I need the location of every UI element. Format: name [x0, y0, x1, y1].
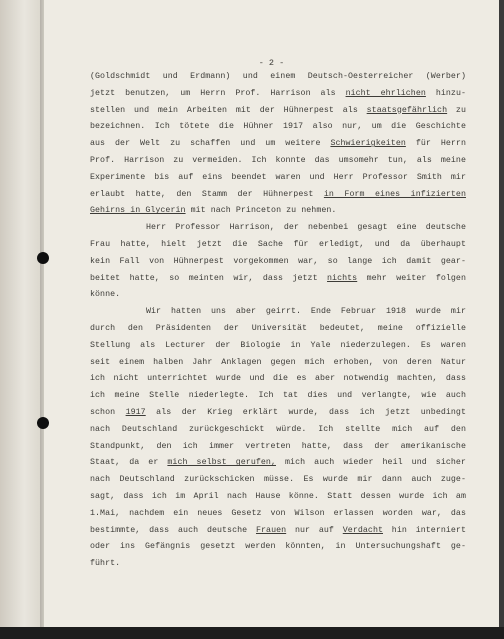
text-segment: seit einem halben Jahr Anklagen gegen mich erhoben, von deren Natur	[90, 357, 466, 367]
underlined-text: Gehirns in Glycerin	[90, 206, 186, 216]
text-line	[90, 321, 466, 338]
text-line	[90, 153, 466, 170]
text-line	[90, 287, 466, 304]
underlined-text: Verdacht	[342, 525, 383, 535]
text-line	[90, 271, 466, 288]
underlined-text: 1917	[125, 407, 146, 417]
text-segment: beitet hatte, so meinten wir, dass jetzt	[90, 273, 328, 283]
text-segment: führt.	[90, 559, 121, 569]
text-segment: oder ins Gefängnis gesetzt werden könnten, in Untersuchungshaft ge-	[90, 542, 466, 552]
punch-hole-top	[37, 252, 49, 264]
text-segment: Staat, da er	[90, 458, 168, 468]
underlined-text: nicht ehrlichen	[345, 88, 426, 98]
text-line	[90, 136, 466, 153]
text-segment: Prof. Harrison zu vermeiden. Ich konnte das umsomehr tun, als meine	[90, 155, 466, 165]
punch-hole-bottom	[37, 417, 49, 429]
text-line	[90, 489, 466, 506]
text-segment: als der Krieg erklärt wurde, dass ich jetzt unbedingt	[145, 407, 466, 417]
text-line	[90, 506, 466, 523]
underlined-text: nichts	[327, 273, 358, 283]
underlined-text: in Form eines infizierten	[323, 189, 466, 199]
text-segment: mich auch wieder heil und sicher	[275, 458, 466, 468]
text-segment: hin interniert	[383, 525, 466, 535]
text-line	[90, 556, 466, 573]
text-line	[90, 187, 466, 204]
text-line	[90, 439, 466, 456]
text-segment: sagt, dass ich im April nach Hause könne. Statt dessen wurde ich am	[90, 491, 466, 501]
text-line	[90, 119, 466, 136]
underlined-text: mich selbst gerufen,	[167, 458, 276, 468]
text-segment: zu	[447, 105, 466, 115]
text-segment: (Goldschmidt und Erdmann) und einem Deutsch-Oesterreicher (Werber)	[90, 72, 466, 81]
text-line	[90, 388, 466, 405]
text-segment: könne.	[90, 290, 121, 300]
text-line	[90, 69, 466, 86]
typed-text-body	[90, 69, 466, 573]
text-segment: Frau hatte, hielt jetzt die Sache für erledigt, und da überhaupt	[90, 239, 466, 249]
text-line	[90, 523, 466, 540]
paragraph	[90, 69, 466, 220]
text-segment: jetzt benutzen, um Herrn Prof. Harrison als	[90, 88, 346, 98]
text-segment: 1.Mai, nachdem ein neues Gesetz von Wilson erlassen worden war, das	[90, 508, 466, 518]
text-segment: erlaubt hatte, den Stamm der Hühnerpest	[90, 189, 324, 199]
paragraph	[90, 220, 466, 304]
text-segment: Experimente bis auf eins beendet waren und Herr Professor Smith mir	[90, 172, 466, 182]
text-line	[90, 103, 466, 120]
page-number: - 2 -	[258, 58, 285, 68]
text-line	[90, 254, 466, 271]
text-line	[90, 237, 466, 254]
text-segment: bestimmte, dass auch deutsche	[90, 525, 256, 535]
text-segment: durch den Präsidenten der Universität bedeutet, meine offizielle	[90, 323, 466, 333]
underlined-text: Schwierigkeiten	[330, 139, 406, 149]
text-line	[90, 539, 466, 556]
scan-edge-bottom	[0, 627, 504, 639]
text-segment: aus der Welt zu schaffen und um weitere	[90, 139, 331, 149]
text-line	[90, 86, 466, 103]
text-line	[90, 355, 466, 372]
text-line	[90, 220, 466, 237]
underlined-text: Frauen	[255, 525, 287, 535]
text-segment: ich meine Stelle niederlegte. Ich tat dies und verlangte, wie auch	[90, 391, 466, 401]
text-line	[90, 170, 466, 187]
text-segment: nur auf	[286, 525, 343, 535]
text-segment: mehr weiter folgen	[357, 273, 466, 283]
text-segment: nach Deutschland zurückgeschickt würde. Ich stellte mich auf den	[90, 424, 466, 434]
text-segment: hinzu-	[425, 88, 467, 98]
paragraph	[90, 304, 466, 573]
text-line	[90, 304, 466, 321]
text-segment: bezeichnen. Ich tötete die Hühner 1917 also nur, um die Geschichte	[90, 122, 466, 132]
text-segment: Wir hatten uns aber geirrt. Ende Februar 1918 wurde mir	[146, 307, 466, 317]
text-line	[90, 472, 466, 489]
text-segment: Standpunkt, den ich immer vertreten hatte, dass der amerikanische	[90, 441, 466, 451]
text-line	[90, 455, 466, 472]
text-segment: mit nach Princeton zu nehmen.	[185, 206, 337, 216]
text-line	[90, 422, 466, 439]
text-segment: schon	[90, 407, 126, 417]
binder-spine	[0, 0, 44, 627]
text-segment: ich nicht unterrichtet wurde und die es aber notwendig machten, dass	[90, 374, 466, 384]
text-line	[90, 371, 466, 388]
text-segment: kein Fall von Hühnerpest vorgekommen war, so lange ich damit gear-	[90, 256, 466, 266]
text-line	[90, 338, 466, 355]
text-segment: stellen und mein Arbeiten mit der Hühnerpest als	[90, 105, 367, 115]
text-segment: für Herrn	[405, 139, 466, 149]
text-line	[90, 405, 466, 422]
text-segment: Stellung als Lecturer der Biologie in Yale niederzulegen. Es waren	[90, 340, 466, 350]
text-segment: nach Deutschland zurückschicken müsse. Es wurde mir dann auch zuge-	[90, 475, 466, 485]
text-segment: Herr Professor Harrison, der nebenbei gesagt eine deutsche	[146, 223, 466, 233]
underlined-text: staatsgefährlich	[366, 105, 448, 115]
text-line	[90, 203, 466, 220]
scan-edge-right	[499, 0, 504, 627]
